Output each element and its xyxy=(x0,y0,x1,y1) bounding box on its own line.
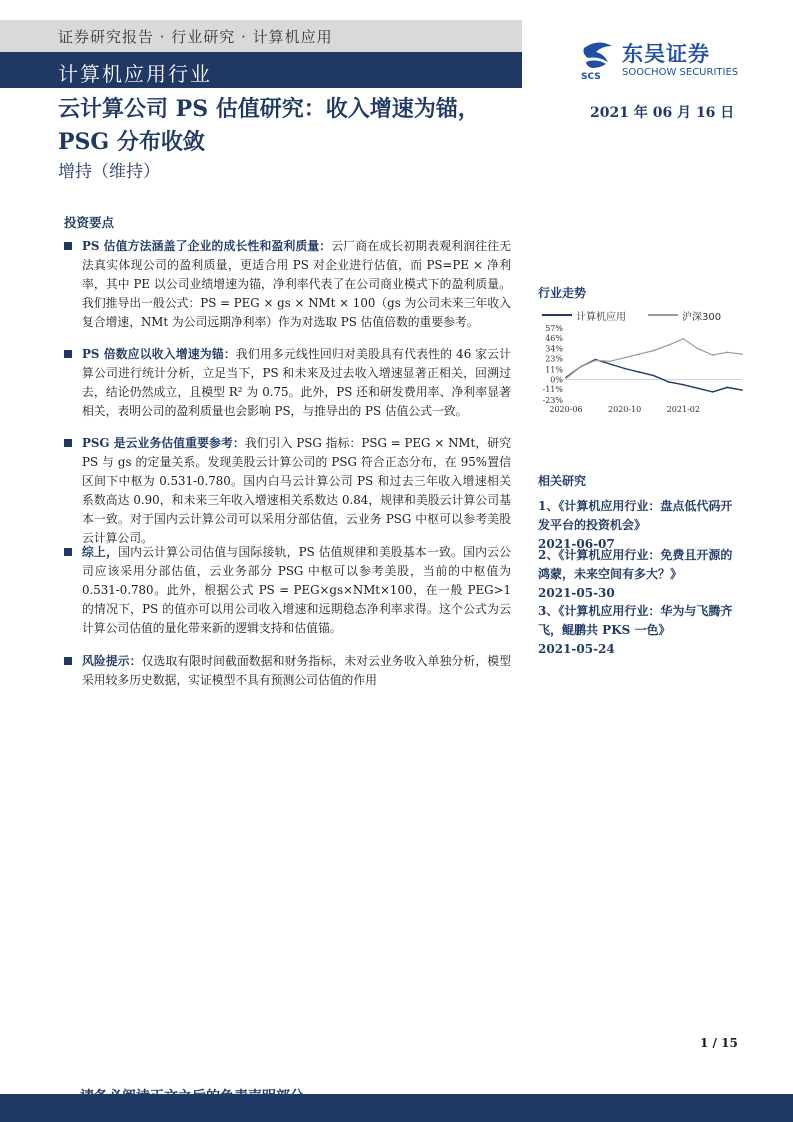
point-industry xyxy=(639,371,641,373)
report-title: 云计算公司 PS 估值研究：收入增速为锚，PSG 分布收敛 xyxy=(58,96,480,155)
summary-point xyxy=(66,345,511,421)
point-index xyxy=(741,353,743,355)
point-text: 我们引入 PSG 指标：PSG = PEG × NMt，研究 PS 与 gs 的定量关系。发现美股云计算公司的 PSG 符合正态分布，在 95%置信区间下中枢为 0.531-0.780。国内白马云计算公司 PS 和过去三年收入增速相关系数高达 0.90，和未来三年收入增速相关系数达 0.84，规律和美股云计算公司基本一致。对于国内云计算公司可以采用分部估值，云业务 PSG 中枢可以参考美股云计算公司。 xyxy=(82,436,511,545)
point-index xyxy=(609,361,611,363)
y-tick-label: 46% xyxy=(545,333,563,343)
related-item[interactable] xyxy=(538,546,743,603)
y-tick-label: 34% xyxy=(545,344,563,354)
logo-english: SOOCHOW SECURITIES xyxy=(622,67,739,78)
point-industry xyxy=(683,384,685,386)
point-lead: 风险提示： xyxy=(82,654,142,668)
bullet-square-icon xyxy=(64,242,72,250)
point-text: 云厂商在成长初期表观利润往往无法真实体现公司的盈利质量，更适合用 PS 对企业进行估值，而 PS=PE × 净利率，其中 PE 以公司业绩增速为锚，净利率代表了在公司商业模式下的盈利质量。我们推导出一般公式：PS = PEG × gs × NMt × 100（gs 为公司未来三年收入复合增速，NMt 为公司远期净利率）作为对选取 PS 估值倍数的重要参考。 xyxy=(82,239,511,329)
y-tick-label: 23% xyxy=(545,354,563,364)
logo-mark-icon xyxy=(578,36,620,82)
point-index xyxy=(668,344,670,346)
logo-name: 东吴证券 xyxy=(622,42,710,66)
x-tick-label: 2020-06 xyxy=(549,405,583,414)
point-lead: PSG 是云业务估值重要参考： xyxy=(82,436,245,450)
y-tick-label: 0% xyxy=(550,375,563,385)
summary-point xyxy=(66,434,511,548)
point-industry xyxy=(712,391,714,393)
industry-bar xyxy=(0,52,522,88)
industry-name: 计算机应用行业 xyxy=(58,62,212,86)
report-date: 2021 年 06 月 16 日 xyxy=(590,105,735,121)
summary-heading: 投资要点 xyxy=(64,215,115,230)
bullet-square-icon xyxy=(64,548,72,556)
point-lead: 综上， xyxy=(82,545,119,559)
point-text: 国内云计算公司估值与国际接轨，PS 估值规律和美股基本一致。国内云公司应该采用分部估值，云业务部分 PSG 中枢可以参考美股，当前的中枢值为 0.531-0.780。此外，根据公式 PS = PEG×gs×NMt×100，在一般 PEG>1 的情况下，PS 的值亦可以用公司收入增速和远期稳态净利率求得。这个公式为云计算公司估值的量化带来新的逻辑支持和估值锚。 xyxy=(82,545,511,635)
page-number: 1 / 15 xyxy=(700,1036,738,1050)
header-breadcrumb-bar xyxy=(0,20,522,52)
x-tick-label: 2021-02 xyxy=(666,405,700,414)
point-index xyxy=(727,352,729,354)
bullet-square-icon xyxy=(64,439,72,447)
related-item-date: 2021-05-30 xyxy=(538,586,615,600)
legend-label-index: 沪深300 xyxy=(682,312,722,323)
logo-abbr: SCS xyxy=(581,72,601,82)
company-logo xyxy=(578,36,748,86)
related-title: 相关研究 xyxy=(538,474,587,488)
related-item-title[interactable]: 3、《计算机应用行业：华为与飞腾齐飞，鲲鹏共 PKS 一色》 xyxy=(538,604,733,637)
point-index xyxy=(595,360,597,362)
point-index xyxy=(683,338,685,340)
summary-point xyxy=(66,543,511,638)
point-index xyxy=(580,366,582,368)
trend-chart xyxy=(536,322,746,422)
point-lead: PS 倍数应以收入增速为锚： xyxy=(82,347,236,361)
bullet-square-icon xyxy=(64,657,72,665)
point-industry xyxy=(609,363,611,365)
y-tick-label: -23% xyxy=(542,396,563,405)
summary-point xyxy=(66,652,511,690)
trend-title: 行业走势 xyxy=(538,286,587,300)
related-item-title[interactable]: 2、《计算机应用行业：免费且开源的鸿蒙，未来空间有多大？》 xyxy=(538,548,733,581)
summary-point xyxy=(66,237,511,332)
y-tick-label: 11% xyxy=(545,365,563,375)
rating: 增持（维持） xyxy=(58,162,160,182)
point-industry xyxy=(727,387,729,389)
point-industry xyxy=(624,368,626,370)
related-item-date: 2021-05-24 xyxy=(538,642,615,656)
disclaimer: 请务必阅读正文之后的免责声明部分 xyxy=(80,1089,304,1105)
point-index xyxy=(653,350,655,352)
point-index xyxy=(712,354,714,356)
related-item-title[interactable]: 1、《计算机应用行业：盘点低代码开发平台的投资机会》 xyxy=(538,499,733,532)
point-index xyxy=(624,357,626,359)
breadcrumb: 证券研究报告 · 行业研究 · 计算机应用 xyxy=(58,28,333,46)
point-lead: PS 估值方法涵盖了企业的成长性和盈利质量： xyxy=(82,239,332,253)
point-industry xyxy=(653,375,655,377)
legend-label-industry: 计算机应用 xyxy=(576,312,626,323)
point-industry xyxy=(668,381,670,383)
series-line-index xyxy=(566,339,742,379)
related-item-date: 2021-06-07 xyxy=(538,537,615,551)
point-industry xyxy=(741,389,743,391)
point-text: 我们用多元线性回归对美股具有代表性的 46 家云计算公司进行统计分析，立足当下，PS 和未来及过去收入增速显著正相关，回溯过去，结论仍然成立，且模型 R² 为 0.75。此外，PS 还和研发费用率、净利率显著相关，表明公司的盈利质量也会影响 PS，与推导出的 PS 估值公式一致。 xyxy=(82,347,511,418)
y-tick-label: 57% xyxy=(545,324,563,333)
chart-legend xyxy=(538,307,743,323)
x-tick-label: 2020-10 xyxy=(608,405,642,414)
bullet-square-icon xyxy=(64,350,72,358)
point-index xyxy=(697,348,699,350)
point-index xyxy=(639,353,641,355)
point-industry xyxy=(697,388,699,390)
legend-swatch-industry xyxy=(542,314,572,316)
y-tick-label: -11% xyxy=(542,385,563,395)
legend-swatch-index xyxy=(648,314,678,316)
point-text: 仅选取有限时间截面数据和财务指标，未对云业务收入单独分析，模型采用较多历史数据，实证模型不具有预测公司估值的作用 xyxy=(82,654,511,687)
related-item[interactable] xyxy=(538,602,743,659)
point-index xyxy=(565,378,567,380)
